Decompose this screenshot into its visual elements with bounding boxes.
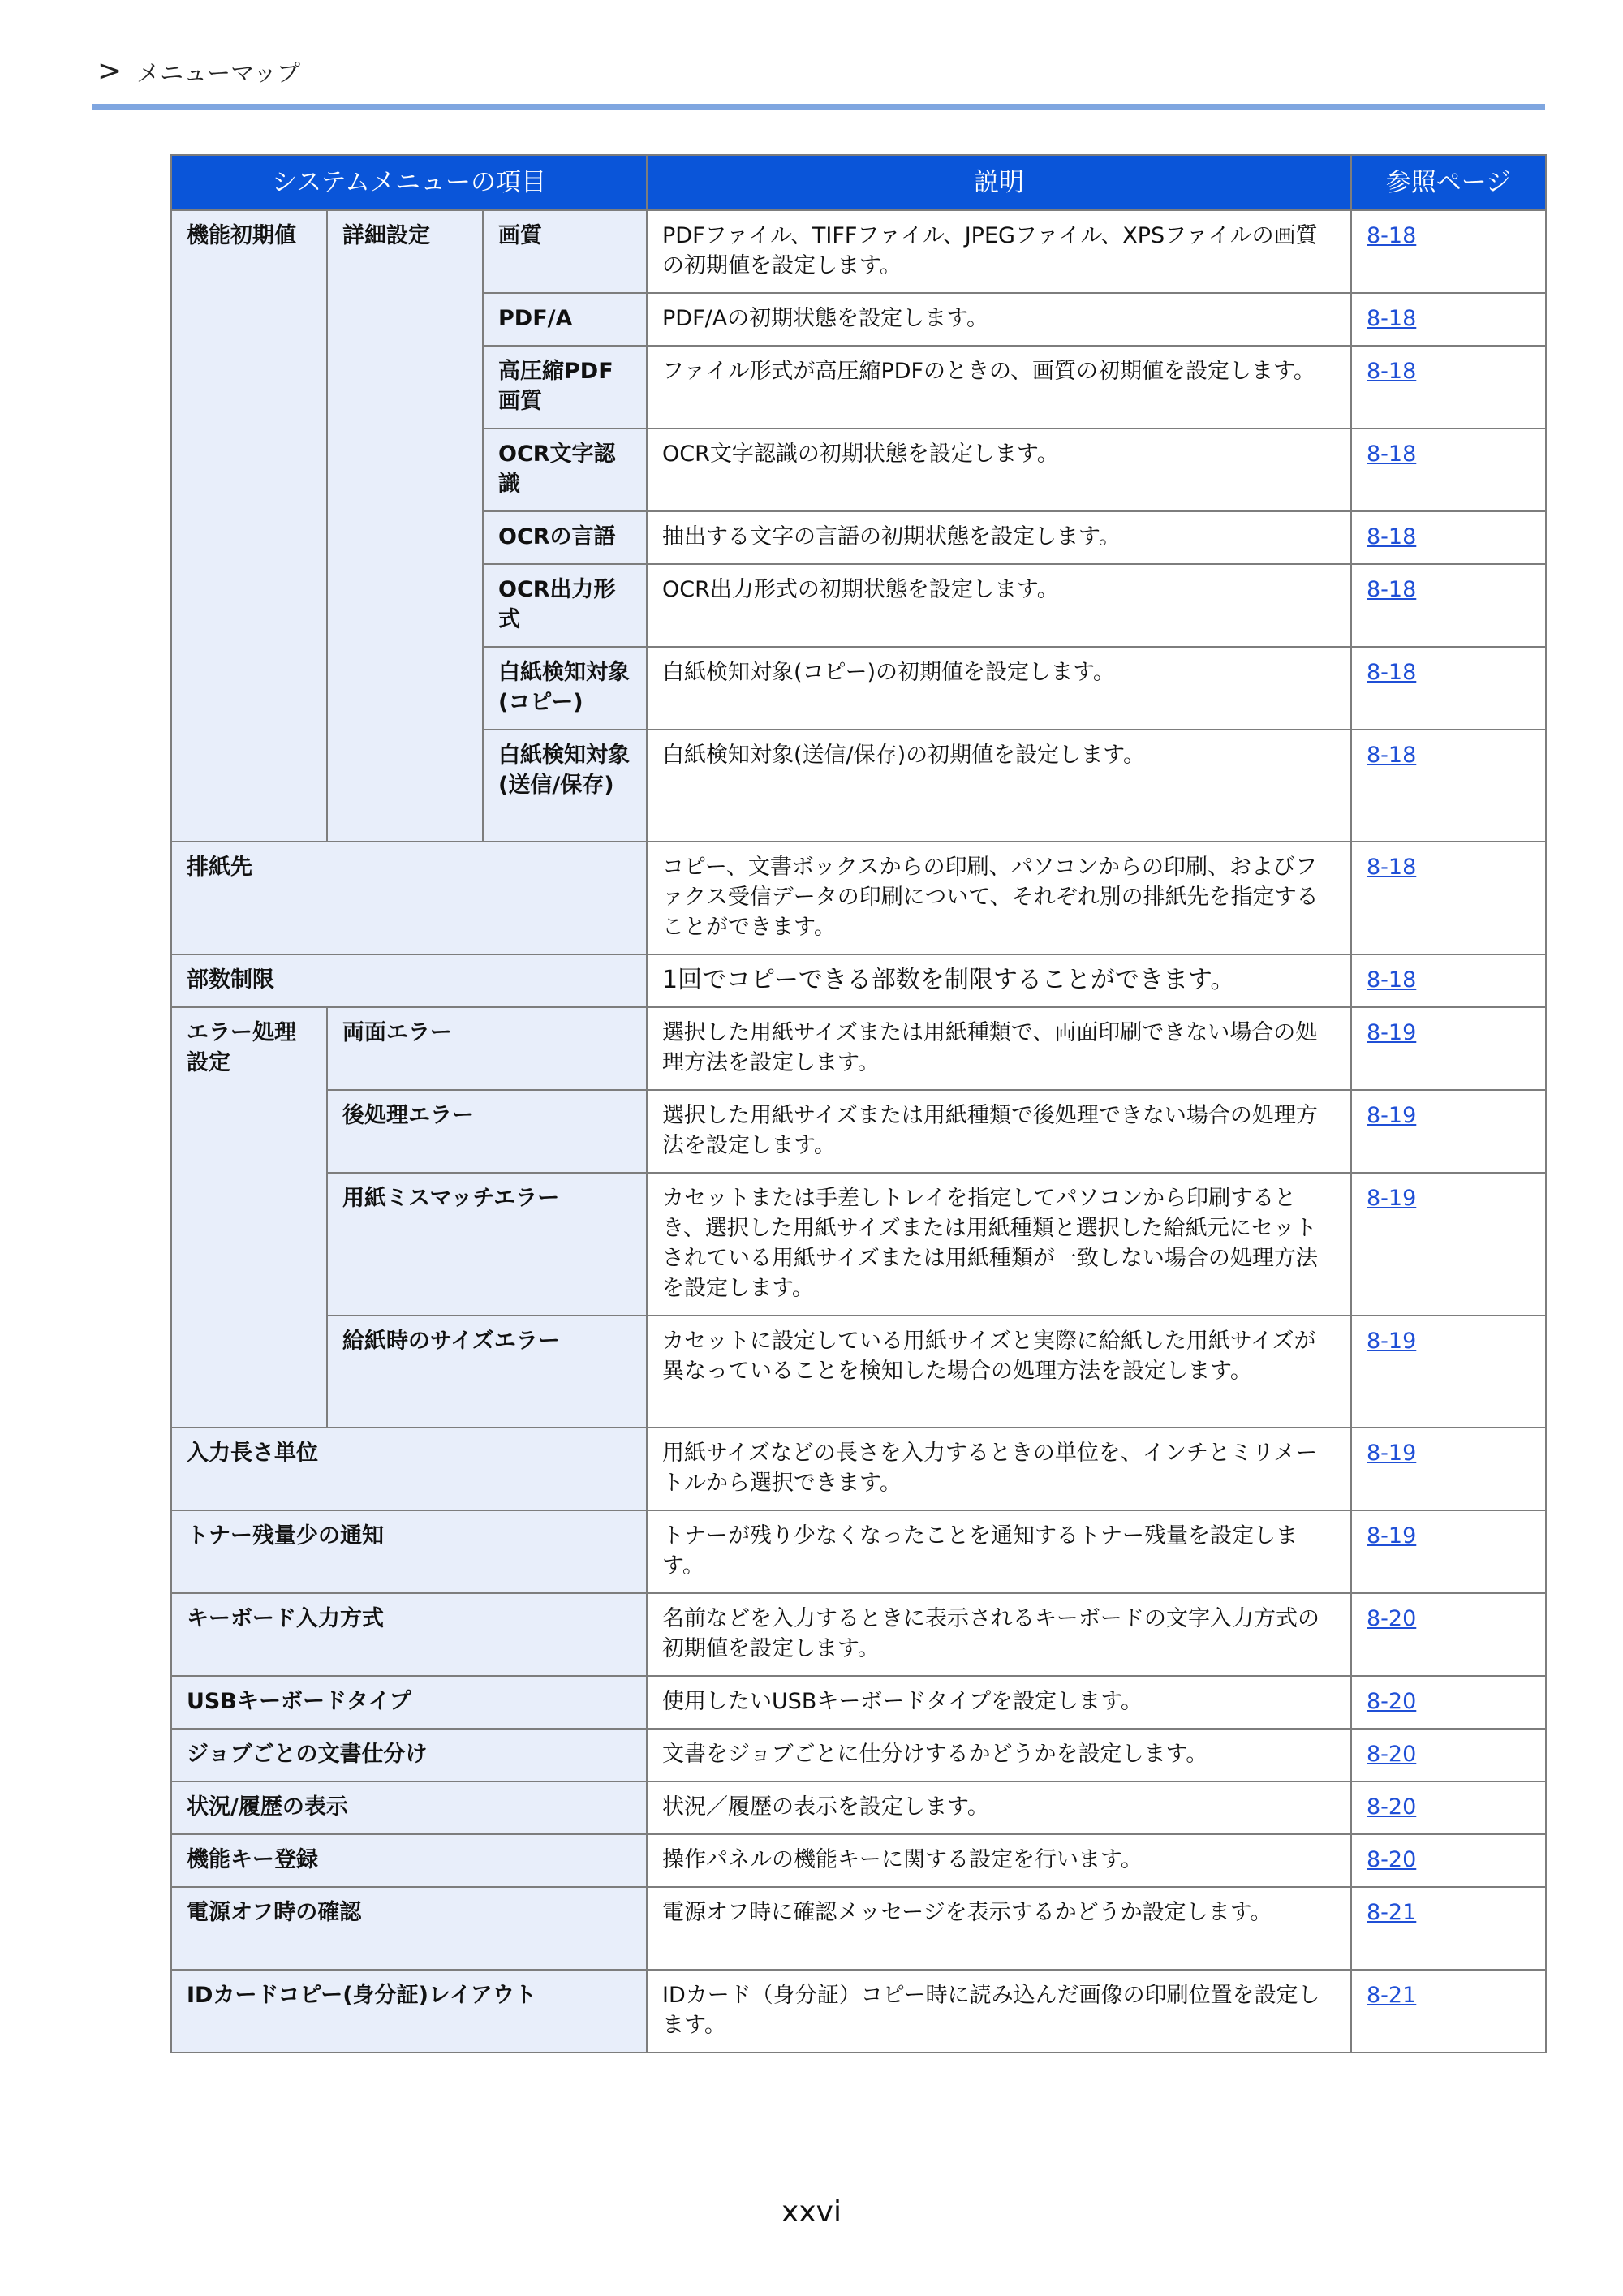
item-level3: OCR出力形式 [483,564,647,647]
page-header [97,47,300,96]
row-description: カセットまたは手差しトレイを指定してパソコンから印刷するとき、選択した用紙サイズまたは用紙種類と選択した給紙元にセットされている用紙サイズまたは用紙種類が一致しない場合の処理方法を設定します。 [647,1173,1351,1316]
page-link[interactable]: 8-18 [1367,524,1417,549]
item-level1: キーボード入力方式 [171,1593,647,1676]
page-link[interactable]: 8-18 [1367,743,1417,768]
item-level1: 電源オフ時の確認 [171,1887,647,1970]
item-level2: 後処理エラー [327,1090,647,1173]
item-level2: 給紙時のサイズエラー [327,1316,647,1428]
reference-cell [1351,346,1546,429]
row-description: 操作パネルの機能キーに関する設定を行います。 [647,1834,1351,1887]
row-description: トナーが残り少なくなったことを通知するトナー残量を設定します。 [647,1510,1351,1593]
row-description: 使用したいUSBキーボードタイプを設定します。 [647,1676,1351,1729]
reference-cell [1351,1428,1546,1510]
page-link[interactable]: 8-20 [1367,1689,1417,1714]
item-level1: 機能初期値 [171,210,327,842]
page-link[interactable]: 8-21 [1367,1983,1417,2008]
row-description: 選択した用紙サイズまたは用紙種類で、両面印刷できない場合の処理方法を設定します。 [647,1007,1351,1090]
reference-cell [1351,1887,1546,1970]
item-level2: 両面エラー [327,1007,647,1090]
page-link[interactable]: 8-20 [1367,1742,1417,1767]
page-link[interactable]: 8-20 [1367,1606,1417,1631]
page-link[interactable]: 8-19 [1367,1523,1417,1549]
item-level3: OCRの言語 [483,511,647,564]
row-description: 1回でコピーできる部数を制限することができます。 [647,954,1351,1007]
reference-cell [1351,1173,1546,1316]
table-row [171,1834,1546,1887]
item-level3: 高圧縮PDF画質 [483,346,647,429]
row-description: カセットに設定している用紙サイズと実際に給紙した用紙サイズが異なっていることを検知した場合の処理方法を設定します。 [647,1316,1351,1428]
row-description: OCR文字認識の初期状態を設定します。 [647,429,1351,511]
reference-cell [1351,293,1546,346]
page-link[interactable]: 8-19 [1367,1103,1417,1128]
table-row [171,1316,1546,1428]
reference-cell [1351,730,1546,842]
item-level1: 機能キー登録 [171,1834,647,1887]
reference-cell [1351,1510,1546,1593]
item-level1: トナー残量少の通知 [171,1510,647,1593]
reference-cell [1351,1316,1546,1428]
row-description: IDカード（身分証）コピー時に読み込んだ画像の印刷位置を設定します。 [647,1970,1351,2053]
page-link[interactable]: 8-19 [1367,1441,1417,1466]
row-description: 文書をジョブごとに仕分けするかどうかを設定します。 [647,1729,1351,1781]
row-description: ファイル形式が高圧縮PDFのときの、画質の初期値を設定します。 [647,346,1351,429]
table-row [171,1676,1546,1729]
page-link[interactable]: 8-18 [1367,306,1417,331]
page-link[interactable]: 8-18 [1367,660,1417,685]
item-level3: PDF/A [483,293,647,346]
table-row [171,1887,1546,1970]
item-level3: 画質 [483,210,647,293]
reference-cell [1351,1781,1546,1834]
reference-cell [1351,429,1546,511]
item-level1: 部数制限 [171,954,647,1007]
item-level2: 用紙ミスマッチエラー [327,1173,647,1316]
item-level2: 詳細設定 [327,210,483,842]
page-link[interactable]: 8-21 [1367,1900,1417,1925]
page-link[interactable]: 8-18 [1367,223,1417,248]
system-menu-table [170,154,1547,2053]
table-row [171,1173,1546,1316]
page-number: xxvi [781,2195,842,2229]
item-level1: 入力長さ単位 [171,1428,647,1510]
page-link[interactable]: 8-19 [1367,1329,1417,1354]
item-level1: ジョブごとの文書仕分け [171,1729,647,1781]
reference-cell [1351,1090,1546,1173]
item-level1: USBキーボードタイプ [171,1676,647,1729]
row-description: 用紙サイズなどの長さを入力するときの単位を、インチとミリメートルから選択できます。 [647,1428,1351,1510]
table-row [171,1007,1546,1090]
page-link[interactable]: 8-20 [1367,1847,1417,1872]
item-level1: 状況/履歴の表示 [171,1781,647,1834]
item-level1: エラー処理設定 [171,1007,327,1428]
row-description: 名前などを入力するときに表示されるキーボードの文字入力方式の初期値を設定します。 [647,1593,1351,1676]
page-link[interactable]: 8-19 [1367,1186,1417,1211]
header-description: 説明 [647,155,1351,210]
header-reference: 参照ページ [1351,155,1546,210]
table-row [171,1428,1546,1510]
table-row [171,954,1546,1007]
header-item: システムメニューの項目 [171,155,647,210]
table-row [171,210,1546,293]
item-level3: 白紙検知対象(コピー) [483,647,647,730]
table-row [171,1781,1546,1834]
item-level1: IDカードコピー(身分証)レイアウト [171,1970,647,2053]
reference-cell [1351,1729,1546,1781]
reference-cell [1351,210,1546,293]
row-description: 電源オフ時に確認メッセージを表示するかどうか設定します。 [647,1887,1351,1970]
page-link[interactable]: 8-18 [1367,359,1417,384]
row-description: OCR出力形式の初期状態を設定します。 [647,564,1351,647]
reference-cell [1351,1970,1546,2053]
page-link[interactable]: 8-18 [1367,442,1417,467]
row-description: 状況／履歴の表示を設定します。 [647,1781,1351,1834]
reference-cell [1351,1834,1546,1887]
page-link[interactable]: 8-18 [1367,855,1417,880]
table-row [171,1593,1546,1676]
item-level3: OCR文字認識 [483,429,647,511]
page-link[interactable]: 8-19 [1367,1020,1417,1045]
chevron-right-icon: > [97,54,123,88]
reference-cell [1351,647,1546,730]
page-link[interactable]: 8-18 [1367,577,1417,602]
page-link[interactable]: 8-18 [1367,967,1417,993]
page-link[interactable]: 8-20 [1367,1794,1417,1820]
item-level1: 排紙先 [171,842,647,954]
reference-cell [1351,954,1546,1007]
row-description: 選択した用紙サイズまたは用紙種類で後処理できない場合の処理方法を設定します。 [647,1090,1351,1173]
table-row [171,1729,1546,1781]
table-row [171,1090,1546,1173]
row-description: 抽出する文字の言語の初期状態を設定します。 [647,511,1351,564]
item-level3: 白紙検知対象(送信/保存) [483,730,647,842]
reference-cell [1351,564,1546,647]
reference-cell [1351,842,1546,954]
table-row [171,1970,1546,2053]
row-description: PDFファイル、TIFFファイル、JPEGファイル、XPSファイルの画質の初期値を設定します。 [647,210,1351,293]
table-row [171,842,1546,954]
header-divider [92,104,1545,110]
reference-cell [1351,1593,1546,1676]
reference-cell [1351,1676,1546,1729]
row-description: 白紙検知対象(送信/保存)の初期値を設定します。 [647,730,1351,842]
reference-cell [1351,511,1546,564]
row-description: コピー、文書ボックスからの印刷、パソコンからの印刷、およびファクス受信データの印刷について、それぞれ別の排紙先を指定することができます。 [647,842,1351,954]
reference-cell [1351,1007,1546,1090]
section-title: メニューマップ [136,58,301,87]
table-header-row [171,155,1546,210]
row-description: 白紙検知対象(コピー)の初期値を設定します。 [647,647,1351,730]
row-description: PDF/Aの初期状態を設定します。 [647,293,1351,346]
table-row [171,1510,1546,1593]
